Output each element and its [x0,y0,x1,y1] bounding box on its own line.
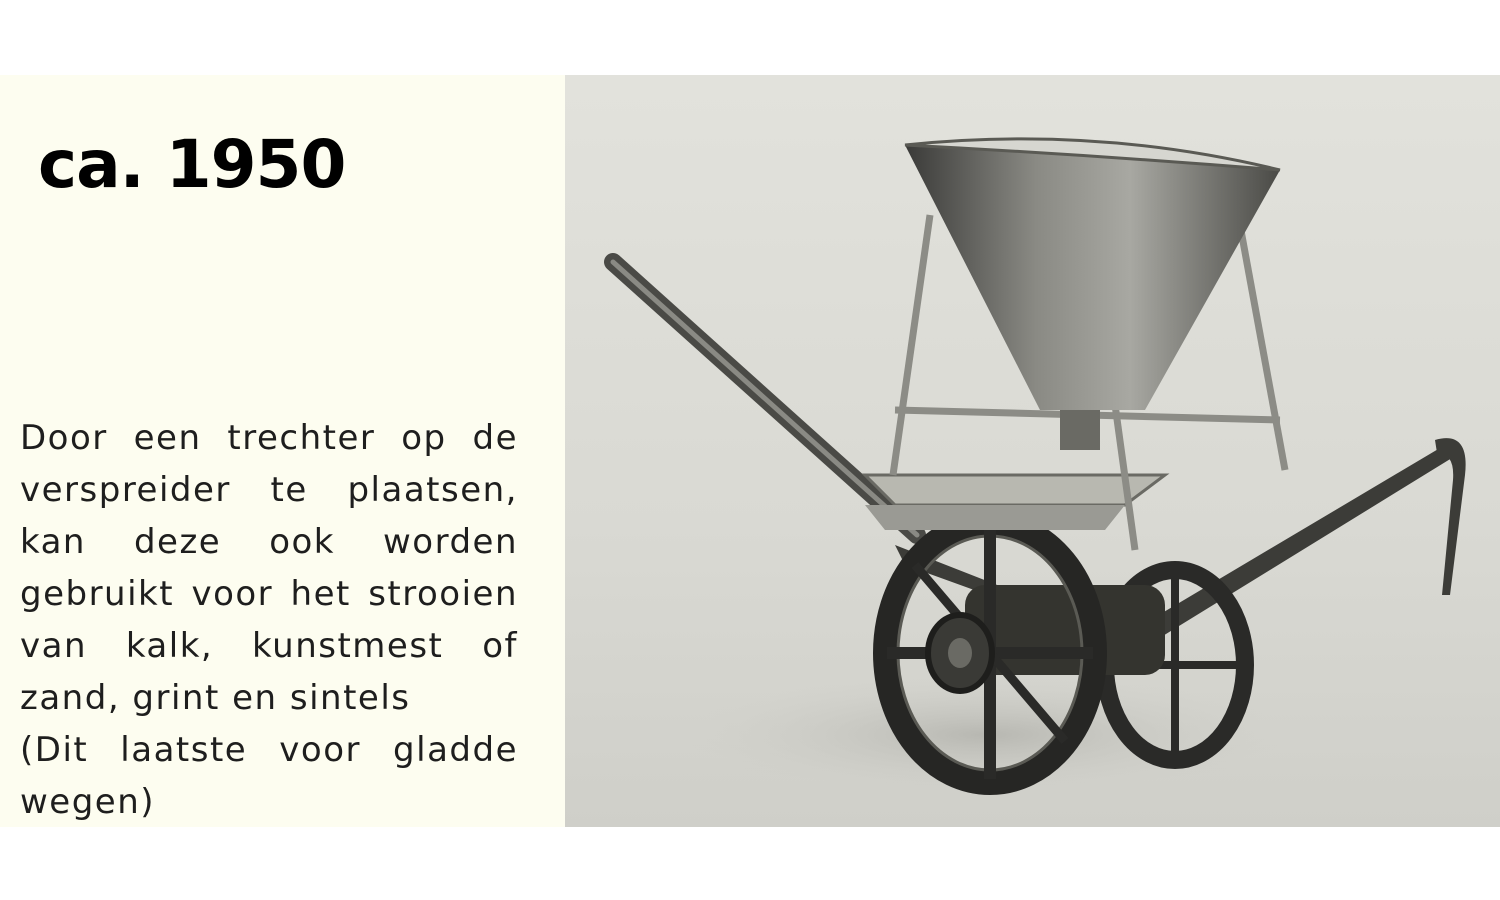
front-wheel [885,523,1095,783]
funnel-spout [1060,410,1100,450]
caption-line: Door een trechter op de [20,418,518,458]
caption-line: gebruikt voor het strooien [20,574,518,614]
brochure-clipping [0,75,1500,827]
caption-line: (Dit laatste voor gladde [20,730,518,770]
product-photo [565,75,1500,827]
funnel [905,139,1280,410]
spreading-plate [865,475,1165,505]
caption-line: verspreider te plaatsen, [20,470,518,510]
caption-line: kan deze ook worden [20,522,518,562]
text-panel [0,75,565,827]
caption-line: zand, grint en sintels [20,678,411,718]
caption [20,412,518,828]
caption-line: van kalk, kunstmest of [20,626,518,666]
spreader-illustration [565,75,1500,827]
year-heading: ca. 1950 [38,126,346,203]
caption-line: wegen) [20,782,156,822]
